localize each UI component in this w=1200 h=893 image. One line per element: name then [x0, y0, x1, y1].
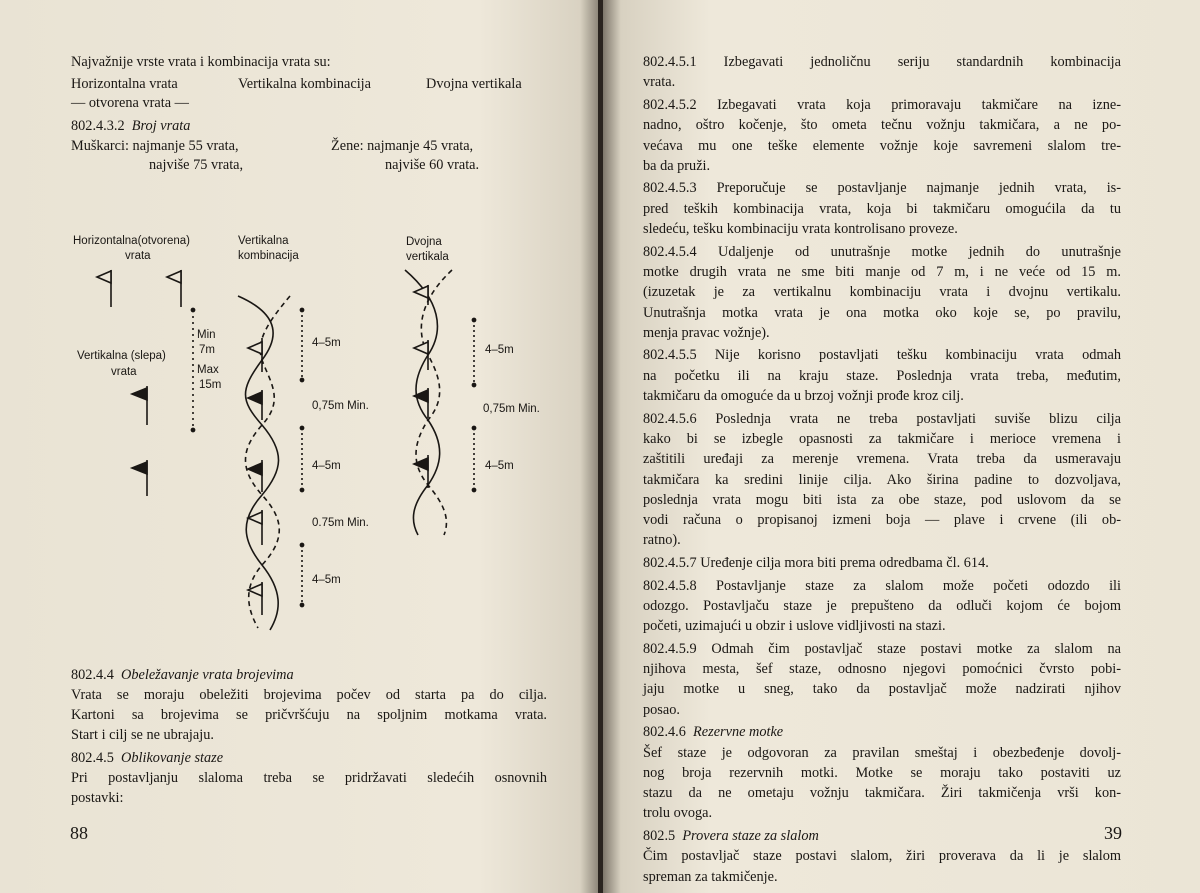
page-number: 39 [1104, 823, 1122, 843]
paragraph-line: trolu ovoga. [643, 805, 713, 821]
label-distance-075-3: 0,75m Min. [483, 403, 540, 415]
label-distance-075-1: 0,75m Min. [312, 400, 369, 412]
paragraph-line: jaju motke u sneg, tako da postavljač može nadzirati njihov [643, 681, 1121, 697]
section-heading [643, 722, 783, 743]
paragraph-line: Šef staze je odgovoran za pravilan smeštaj i obezbeđenje dovolj- [643, 745, 1121, 761]
paragraph-line: motke drugih vrata ne sme biti manje od 7 m, i ne veće od 15 m. [643, 264, 1121, 280]
paragraph-line: zaštitili uređaji za merenje vremena. Vrata treba da usmeravaju [643, 451, 1121, 467]
section-number: 802.4.6 [643, 724, 686, 740]
label-distance-4-5m-1: 4–5m [312, 337, 341, 349]
label-max: Max [197, 364, 219, 376]
label-horizontal-gate-2: vrata [125, 250, 151, 262]
label-blind-vertical: Vertikalna (slepa) [77, 350, 166, 362]
section-heading [71, 665, 294, 686]
section-title: Broj vrata [131, 118, 191, 134]
paragraph-line: posao. [643, 702, 680, 718]
section-number: 802.4.5 [71, 750, 114, 766]
paragraph-line: poslednja vrata mogu biti ista za obe staze, pod uslovom da se [643, 492, 1121, 508]
intro-text: Najvažnije vrste vrata i kombinacija vrata su: [71, 54, 331, 70]
label-distance-4-5m-3: 4–5m [312, 574, 341, 586]
paragraph-line: odozgo. Postavljaču staze je prepušteno da odluči kojom će bojom [643, 598, 1121, 614]
type-vertical-combination: Vertikalna kombinacija [238, 76, 371, 92]
paragraph-line: većava mu one teške elemente vožnje koje savremeni slalom tre- [643, 138, 1121, 154]
section-number: 802.4.4 [71, 667, 114, 683]
paragraph-line: nadno, oštro kočenje, što ometa tečnu vožnju takmičara, a ne po- [643, 117, 1121, 133]
paragraph-line: Pri postavljanju slaloma treba se pridržavati sledećih osnovnih [71, 770, 547, 786]
paragraph-line: Start i cilj se ne ubrajaju. [71, 727, 214, 743]
paragraph-line: 802.4.5.3 Preporučuje se postavljanje najmanje jednih vrata, is- [643, 180, 1121, 196]
paragraph-line: na početku ili na kraju staze. Poslednja vrata treba, međutim, [643, 368, 1121, 384]
paragraph-line: Čim postavljač staze postavi slalom, žiri proverava da li je slalom [643, 848, 1121, 864]
paragraph-line: takmičara ka sredini linije cilja. Ako širina padine to dozvoljava, [643, 472, 1121, 488]
label-min: Min [197, 329, 216, 341]
paragraph-line: takmičaru da omoguće da u brzoj vožnji prođe kroz cilj. [643, 388, 964, 404]
blind-gate-pole-top [132, 386, 147, 425]
section-heading [71, 748, 223, 769]
section-heading [643, 826, 819, 847]
paragraph-line: početi, uzimajući u obzir i uslove vidljivosti na stazi. [643, 618, 946, 634]
label-distance-075-2: 0.75m Min. [312, 517, 369, 529]
paragraph-line: spreman za takmičenje. [643, 869, 778, 885]
paragraph-line: Vrata se moraju obeležiti brojevima počev od starta pa do cilja. [71, 687, 547, 703]
section-number: 802.4.3.2 [71, 118, 125, 134]
section-title: Provera staze za slalom [682, 828, 819, 844]
paragraph-line: 802.4.5.5 Nije korisno postavljati tešku kombinaciju vrata odmah [643, 347, 1121, 363]
women-count-line2: najviše 60 vrata. [385, 157, 480, 173]
label-min-value: 7m [199, 344, 215, 356]
paragraph-line: menja pravac vožnje). [643, 325, 770, 341]
right-page [603, 0, 1200, 893]
page-number: 88 [70, 823, 88, 843]
horizontal-gate-right-pole [167, 270, 181, 307]
label-double-vertical-2: vertikala [406, 251, 449, 263]
label-blind-vertical-2: vrata [111, 366, 137, 378]
horizontal-gate-left-pole [97, 270, 111, 307]
paragraph-line: 802.4.5.7 Uređenje cilja mora biti prema odredbama čl. 614. [643, 555, 989, 571]
paragraph-line: 802.4.5.8 Postavljanje staze za slalom može početi odozdo ili [643, 578, 1121, 594]
paragraph-line: 802.4.5.6 Poslednja vrata ne treba postavljati suviše blizu cilja [643, 411, 1121, 427]
type-double-vertical: Dvojna vertikala [426, 76, 522, 92]
label-max-value: 15m [199, 379, 222, 391]
paragraph-line: ratno). [643, 532, 681, 548]
paragraph-line: sledeću, tešku kombinaciju vrata kontrolisano proveze. [643, 221, 958, 237]
label-distance-4-5m-5: 4–5m [485, 460, 514, 472]
label-horizontal-gate: Horizontalna(otvorena) [73, 235, 190, 247]
label-distance-4-5m-2: 4–5m [312, 460, 341, 472]
label-distance-4-5m-4: 4–5m [485, 344, 514, 356]
paragraph-line: stazu da ne ometaju vožnju takmičara. Žiri takmičenja vrši kon- [643, 785, 1121, 801]
left-page [0, 0, 598, 893]
section-title: Oblikovanje staze [121, 750, 224, 766]
paragraph-line: Unutrašnja motka vrata je ona motka oko koje se, po pravilu, [643, 305, 1121, 321]
label-vertical-combination-2: kombinacija [238, 250, 299, 262]
women-count-line1: Žene: najmanje 45 vrata, [331, 138, 474, 154]
men-count-line2: najviše 75 vrata, [149, 157, 244, 173]
paragraph-line: (izuzetak je za vertikalnu kombinaciju vrata i dvojnu vertikalu. [643, 284, 1121, 300]
paragraph-line: nog broja rezervnih motki. Motke se moraju tako postaviti uz [643, 765, 1121, 781]
blind-gate-pole-bottom [132, 460, 147, 496]
paragraph-line: vrata. [643, 74, 676, 90]
paragraph-line: 802.4.5.4 Udaljenje od unutrašnje motke jednih do unutrašnje [643, 244, 1121, 260]
paragraph-line: postavki: [71, 790, 124, 806]
paragraph-line: vodi računa o propisanoj izmeni boja — plave i crvene (ili ob- [643, 512, 1121, 528]
paragraph-line: 802.4.5.1 Izbegavati jednoličnu seriju standardnih kombinacija [643, 54, 1121, 70]
label-double-vertical: Dvojna [406, 236, 442, 248]
men-count-line1: Muškarci: najmanje 55 vrata, [71, 138, 239, 154]
paragraph-line: 802.4.5.9 Odmah čim postavljač staze postavi motke za slalom na [643, 641, 1121, 657]
section-number: 802.5 [643, 828, 676, 844]
type-horizontal: Horizontalna vrata [71, 76, 178, 92]
paragraph-line: njihova mesta, šef staze, odnosno njegovi pomoćnici čvrsto pobi- [643, 661, 1121, 677]
section-title: Rezervne motke [693, 724, 784, 740]
type-open-gate: — otvorena vrata — [71, 95, 189, 111]
label-vertical-combination: Vertikalna [238, 235, 289, 247]
paragraph-line: pred teških kombinacija vrata, koja bi takmičaru omogućila da tu [643, 201, 1121, 217]
paragraph-line: kako bi se izbegle opasnosti za takmičare i merioce vremena i [643, 431, 1121, 447]
paragraph-line: 802.4.5.2 Izbegavati vrata koja primoravaju takmičare na izne- [643, 97, 1121, 113]
paragraph-line: Kartoni sa brojevima se pričvršćuju na spoljnim motkama vrata. [71, 707, 547, 723]
section-title: Obeležavanje vrata brojevima [121, 667, 294, 683]
paragraph-line: ba da pruži. [643, 158, 711, 174]
